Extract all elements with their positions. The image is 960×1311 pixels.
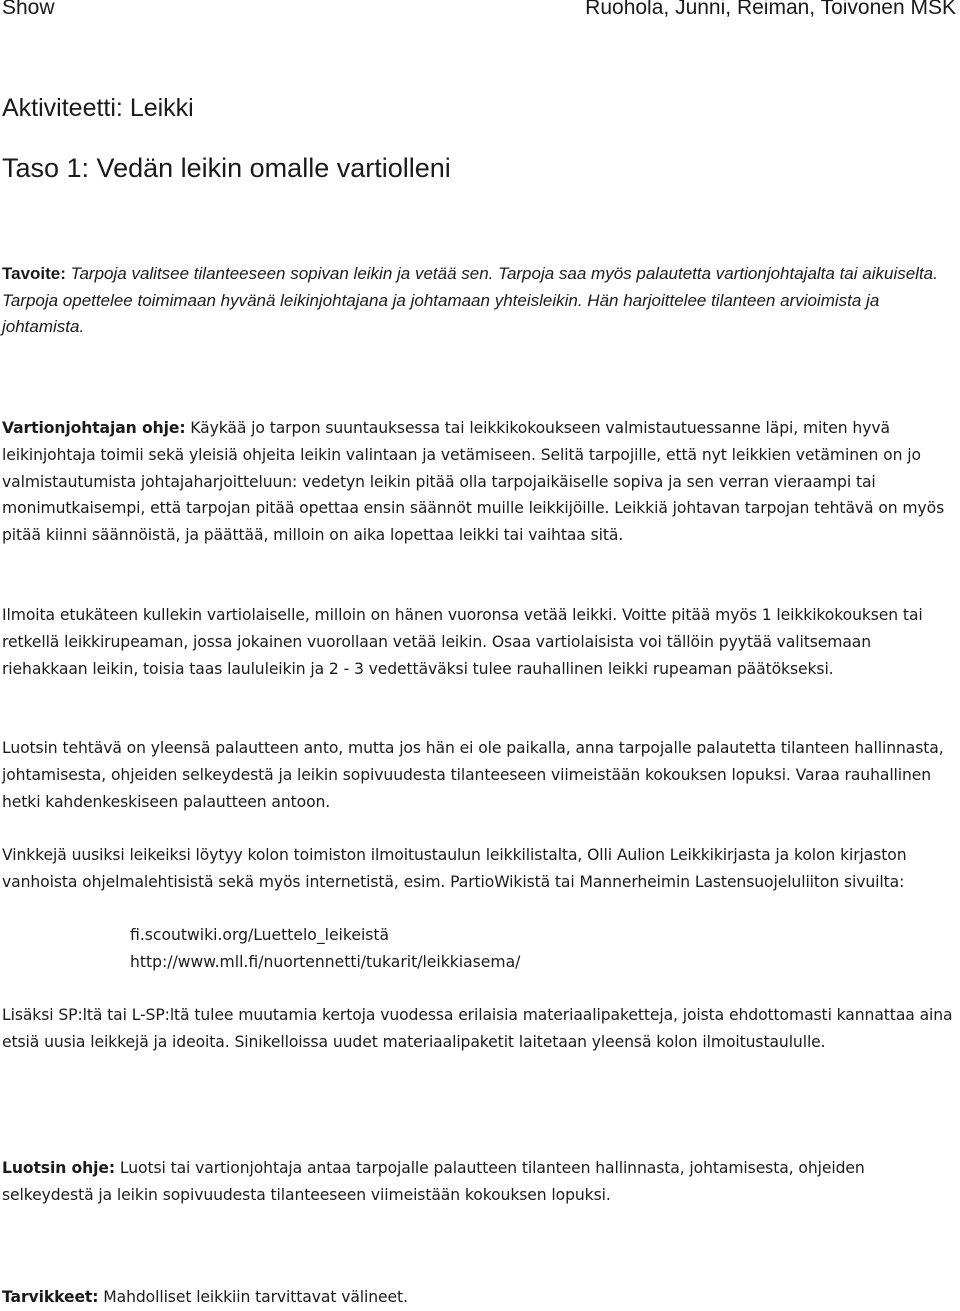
pilot-instructions-paragraph [2, 1155, 957, 1209]
leader-instructions-label: Vartionjohtajan ohje: [2, 419, 186, 437]
leader-instructions-text: Käykää jo tarpon suuntauksessa tai leikkikokoukseen valmistautuessanne läpi, miten hyvä leikinjohtaja toimii sekä yleisiä ohjeita leikin valintaan ja vetämiseen. Selitä tarpojille, että nyt leikkien vetäminen on jo valmistautumista johtajaharjoitteluun: vedetyn leikin pitää olla tarpojaikäiselle sopiva ja sen verran vieraampi tai monimutkaisempi, että tarpojan pitää opettaa ensin säännöt muille leikkijöille. Leikkiä johtavan tarpojan tehtävä on myös pitää kiinni säännöistä, ja päättää, milloin on aika lopettaa leikki tai vaihtaa sitä. [2, 419, 945, 545]
tips-paragraph: Vinkkejä uusiksi leikeiksi löytyy kolon toimiston ilmoitustaulun leikkilistalta, Olli Aulion Leikkikirjasta ja kolon kirjaston vanhoista ohjelmalehtisistä sekä myös internetistä, esim. PartioWikistä tai Mannerheimin Lastensuojeluliiton sivuilta: [2, 846, 907, 891]
goal-label: Tavoite: [2, 264, 66, 283]
link-scoutwiki[interactable]: fi.scoutwiki.org/Luettelo_leikeistä [130, 926, 390, 944]
goal-paragraph [2, 261, 952, 341]
link-mll[interactable]: http://www.mll.fi/nuortennetti/tukarit/leikkiasema/ [130, 952, 521, 971]
link-list [130, 922, 520, 976]
header-authors: Ruohola, Junni, Reiman, Toivonen MSK [585, 0, 956, 19]
activity-title: Aktiviteetti: Leikki [2, 94, 194, 122]
goal-text: Tarpoja valitsee tilanteeseen sopivan leikin ja vetää sen. Tarpoja saa myös palautetta vartionjohtajalta tai aikuiselta. Tarpoja opettelee toimimaan hyvänä leikinjohtajana ja johtamaan yhteisleikin. Hän harjoittelee tilanteen arvioimista ja johtamista. [2, 264, 938, 336]
pilot-instructions-label: Luotsin ohje: [2, 1159, 116, 1177]
header-show-label: Show [2, 0, 55, 19]
supplies-text: Mahdolliset leikkiin tarvittavat välineet. [98, 1288, 408, 1306]
pilot-instructions-text: Luotsi tai vartionjohtaja antaa tarpojalle palautteen tilanteen hallinnasta, johtamisesta, ohjeiden selkeydestä ja leikin sopivuudesta tilanteeseen viimeistään kokouksen lopuksi. [2, 1159, 865, 1204]
supplies-label: Tarvikkeet: [2, 1288, 99, 1306]
announce-paragraph: Ilmoita etukäteen kullekin vartiolaiselle, milloin on hänen vuoronsa vetää leikki. Voitte pitää myös 1 leikkikokouksen tai retkellä leikkirupeaman, jossa jokainen vuorollaan vetää leikin. Osaa vartiolaisista voi tällöin pyytää valitsemaan riehakkaan leikin, toisia taas laululeikin ja 2 - 3 vedettäväksi tulee rauhallinen leikki rupeaman päätökseksi. [2, 606, 923, 678]
level-title: Taso 1: Vedän leikin omalle vartiolleni [2, 153, 451, 183]
leader-instructions-paragraph [2, 415, 957, 549]
feedback-paragraph: Luotsin tehtävä on yleensä palautteen anto, mutta jos hän ei ole paikalla, anna tarpojalle palautetta tilanteen hallinnasta, johtamisesta, ohjeiden selkeydestä ja leikin sopivuudesta tilanteeseen viimeistään kokouksen lopuksi. Varaa rauhallinen hetki kahdenkeskiseen palautteen antoon. [2, 739, 944, 811]
materials-paragraph: Lisäksi SP:ltä tai L-SP:ltä tulee muutamia kertoja vuodessa erilaisia materiaalipaketteja, joista ehdottomasti kannattaa aina etsiä uusia leikkejä ja ideoita. Sinikelloissa uudet materiaalipaketit laitetaan yleensä kolon ilmoitustaululle. [2, 1006, 953, 1051]
page-header [2, 0, 956, 24]
